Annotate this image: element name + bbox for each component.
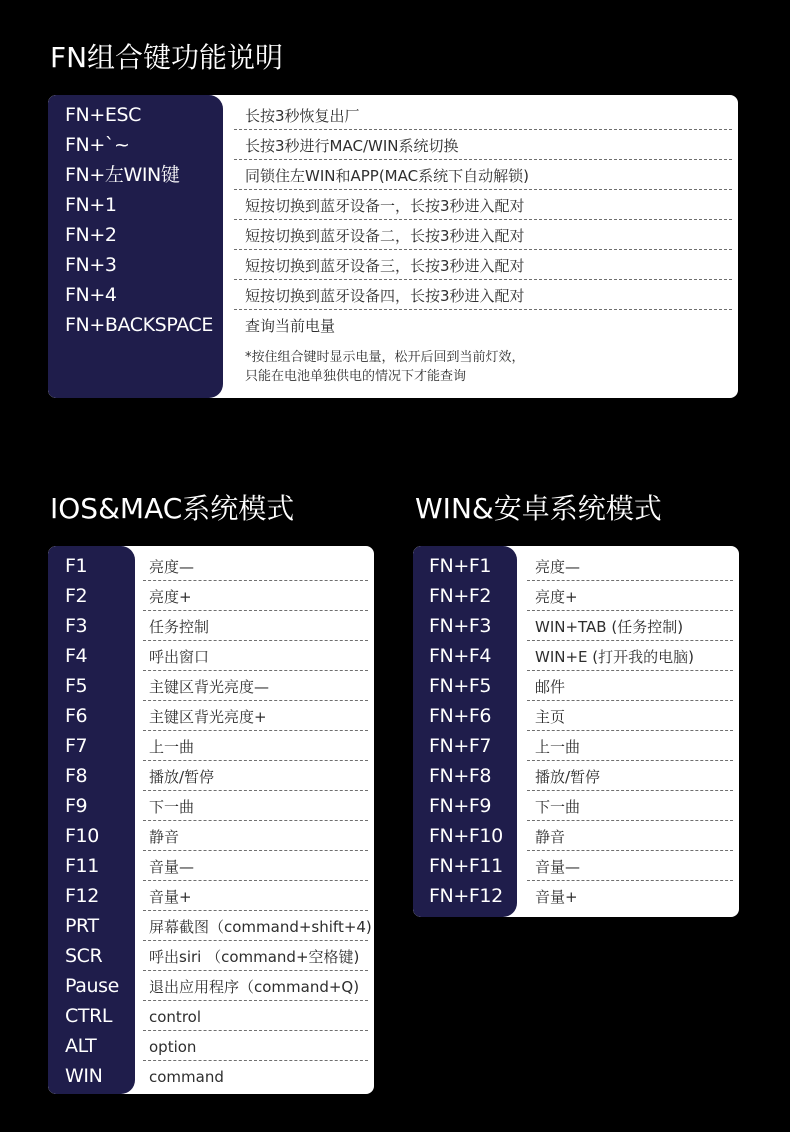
key-row [48, 581, 374, 611]
key-function-description: 播放/暂停 [149, 768, 215, 786]
key-function-description: 静音 [149, 828, 180, 846]
key-row [48, 761, 374, 791]
fn-section-title: FN组合键功能说明 [50, 41, 284, 74]
key-row [48, 310, 738, 340]
key-combo-label: F9 [65, 795, 88, 817]
key-function-description: 音量+ [535, 888, 578, 906]
win-mode-table [413, 546, 739, 917]
key-row [413, 821, 739, 851]
fn-rows [48, 100, 738, 340]
key-row [48, 851, 374, 881]
win-rows [413, 551, 739, 911]
key-combo-label: F8 [65, 765, 88, 787]
key-row [48, 971, 374, 1001]
key-combo-label: FN+2 [65, 224, 117, 246]
mac-rows [48, 551, 374, 1091]
key-function-description: 音量+ [149, 888, 192, 906]
key-function-description: 长按3秒恢复出厂 [245, 107, 360, 125]
key-combo-label: FN+F6 [429, 705, 492, 727]
key-combo-label: FN+F2 [429, 585, 492, 607]
key-row [48, 160, 738, 190]
key-function-description: control [149, 1008, 201, 1026]
key-function-description: 主键区背光亮度+ [149, 708, 267, 726]
key-row [48, 190, 738, 220]
key-combo-label: FN+F9 [429, 795, 492, 817]
key-combo-label: F12 [65, 885, 99, 907]
key-row [48, 551, 374, 581]
key-function-description: 短按切换到蓝牙设备四，长按3秒进入配对 [245, 287, 525, 305]
win-section-title: WIN&安卓系统模式 [415, 492, 662, 525]
key-combo-label: FN+F7 [429, 735, 492, 757]
key-function-description: 主页 [535, 708, 566, 726]
key-function-description: 短按切换到蓝牙设备三，长按3秒进入配对 [245, 257, 525, 275]
key-row [413, 671, 739, 701]
key-combo-label: FN+F1 [429, 555, 492, 577]
key-combo-label: SCR [65, 945, 103, 967]
key-combo-label: FN+F10 [429, 825, 503, 847]
key-function-description: 上一曲 [535, 738, 581, 756]
key-row [413, 551, 739, 581]
key-function-description: 下一曲 [535, 798, 581, 816]
key-row [48, 821, 374, 851]
key-row [413, 881, 739, 911]
key-combo-label: PRT [65, 915, 99, 937]
key-function-description: 短按切换到蓝牙设备二，长按3秒进入配对 [245, 227, 525, 245]
key-function-description: WIN+E (打开我的电脑) [535, 648, 694, 666]
key-row [413, 851, 739, 881]
key-row [48, 671, 374, 701]
key-combo-label: ALT [65, 1035, 97, 1057]
key-row [413, 731, 739, 761]
fn-combo-table [48, 95, 738, 398]
key-function-description: 上一曲 [149, 738, 195, 756]
key-row [48, 701, 374, 731]
key-combo-label: FN+4 [65, 284, 117, 306]
key-combo-label: F4 [65, 645, 88, 667]
key-row [48, 641, 374, 671]
key-combo-label: FN+3 [65, 254, 117, 276]
key-combo-label: FN+F5 [429, 675, 492, 697]
key-combo-label: F2 [65, 585, 88, 607]
key-row [48, 611, 374, 641]
key-row [413, 581, 739, 611]
mac-section-title: IOS&MAC系统模式 [50, 492, 295, 525]
key-row [48, 250, 738, 280]
key-combo-label: FN+`~ [65, 134, 130, 156]
key-function-description: 呼出siri （command+空格键) [149, 948, 360, 966]
key-combo-label: WIN [65, 1065, 103, 1087]
key-row [48, 1001, 374, 1031]
key-row [413, 611, 739, 641]
key-combo-label: FN+F12 [429, 885, 503, 907]
key-function-description: 查询当前电量 [245, 317, 336, 335]
key-function-description: 播放/暂停 [535, 768, 601, 786]
key-function-description: option [149, 1038, 197, 1056]
key-row [413, 791, 739, 821]
key-function-description: 呼出窗口 [149, 648, 210, 666]
key-function-description: 亮度+ [535, 588, 578, 606]
key-combo-label: FN+F11 [429, 855, 503, 877]
key-combo-label: FN+F3 [429, 615, 492, 637]
key-row [413, 761, 739, 791]
key-combo-label: FN+F4 [429, 645, 492, 667]
key-function-description: 亮度— [535, 558, 581, 576]
key-combo-label: FN+F8 [429, 765, 492, 787]
key-combo-label: F3 [65, 615, 88, 637]
key-function-description: command [149, 1068, 224, 1086]
key-combo-label: FN+ESC [65, 104, 141, 126]
key-row [48, 280, 738, 310]
key-function-description: 邮件 [535, 678, 566, 696]
key-combo-label: F1 [65, 555, 88, 577]
mac-mode-table [48, 546, 374, 1094]
key-combo-label: F5 [65, 675, 88, 697]
key-row [48, 881, 374, 911]
key-row [48, 1061, 374, 1091]
key-row [48, 100, 738, 130]
key-row [413, 641, 739, 671]
key-row [48, 1031, 374, 1061]
key-function-description: 亮度— [149, 558, 195, 576]
key-function-description: 屏幕截图（command+shift+4) [149, 918, 372, 936]
key-row [48, 731, 374, 761]
key-combo-label: F6 [65, 705, 88, 727]
key-combo-label: F7 [65, 735, 88, 757]
key-function-description: 音量— [149, 858, 195, 876]
key-function-description: 下一曲 [149, 798, 195, 816]
key-function-description: 亮度+ [149, 588, 192, 606]
key-row [48, 130, 738, 160]
key-combo-label: FN+BACKSPACE [65, 314, 213, 336]
key-function-description: 短按切换到蓝牙设备一，长按3秒进入配对 [245, 197, 525, 215]
key-row [48, 911, 374, 941]
key-function-description: 任务控制 [149, 618, 210, 636]
key-function-description: 主键区背光亮度— [149, 678, 270, 696]
key-function-description: 同锁住左WIN和APP(MAC系统下自动解锁) [245, 167, 529, 185]
key-function-description: 退出应用程序（command+Q) [149, 978, 360, 996]
key-combo-label: Pause [65, 975, 119, 997]
key-combo-label: F11 [65, 855, 99, 877]
key-row [413, 701, 739, 731]
key-function-description: WIN+TAB (任务控制) [535, 618, 684, 636]
battery-note [245, 348, 585, 386]
key-function-description: 静音 [535, 828, 566, 846]
key-combo-label: FN+左WIN键 [65, 164, 180, 186]
key-combo-label: CTRL [65, 1005, 113, 1027]
key-function-description: 长按3秒进行MAC/WIN系统切换 [245, 137, 459, 155]
battery-note-line: 只能在电池单独供电的情况下才能查询 [245, 369, 467, 384]
key-row [48, 220, 738, 250]
key-combo-label: FN+1 [65, 194, 117, 216]
key-function-description: 音量— [535, 858, 581, 876]
key-row [48, 791, 374, 821]
key-combo-label: F10 [65, 825, 99, 847]
battery-note-line: *按住组合键时显示电量，松开后回到当前灯效， [245, 350, 525, 365]
key-row [48, 941, 374, 971]
